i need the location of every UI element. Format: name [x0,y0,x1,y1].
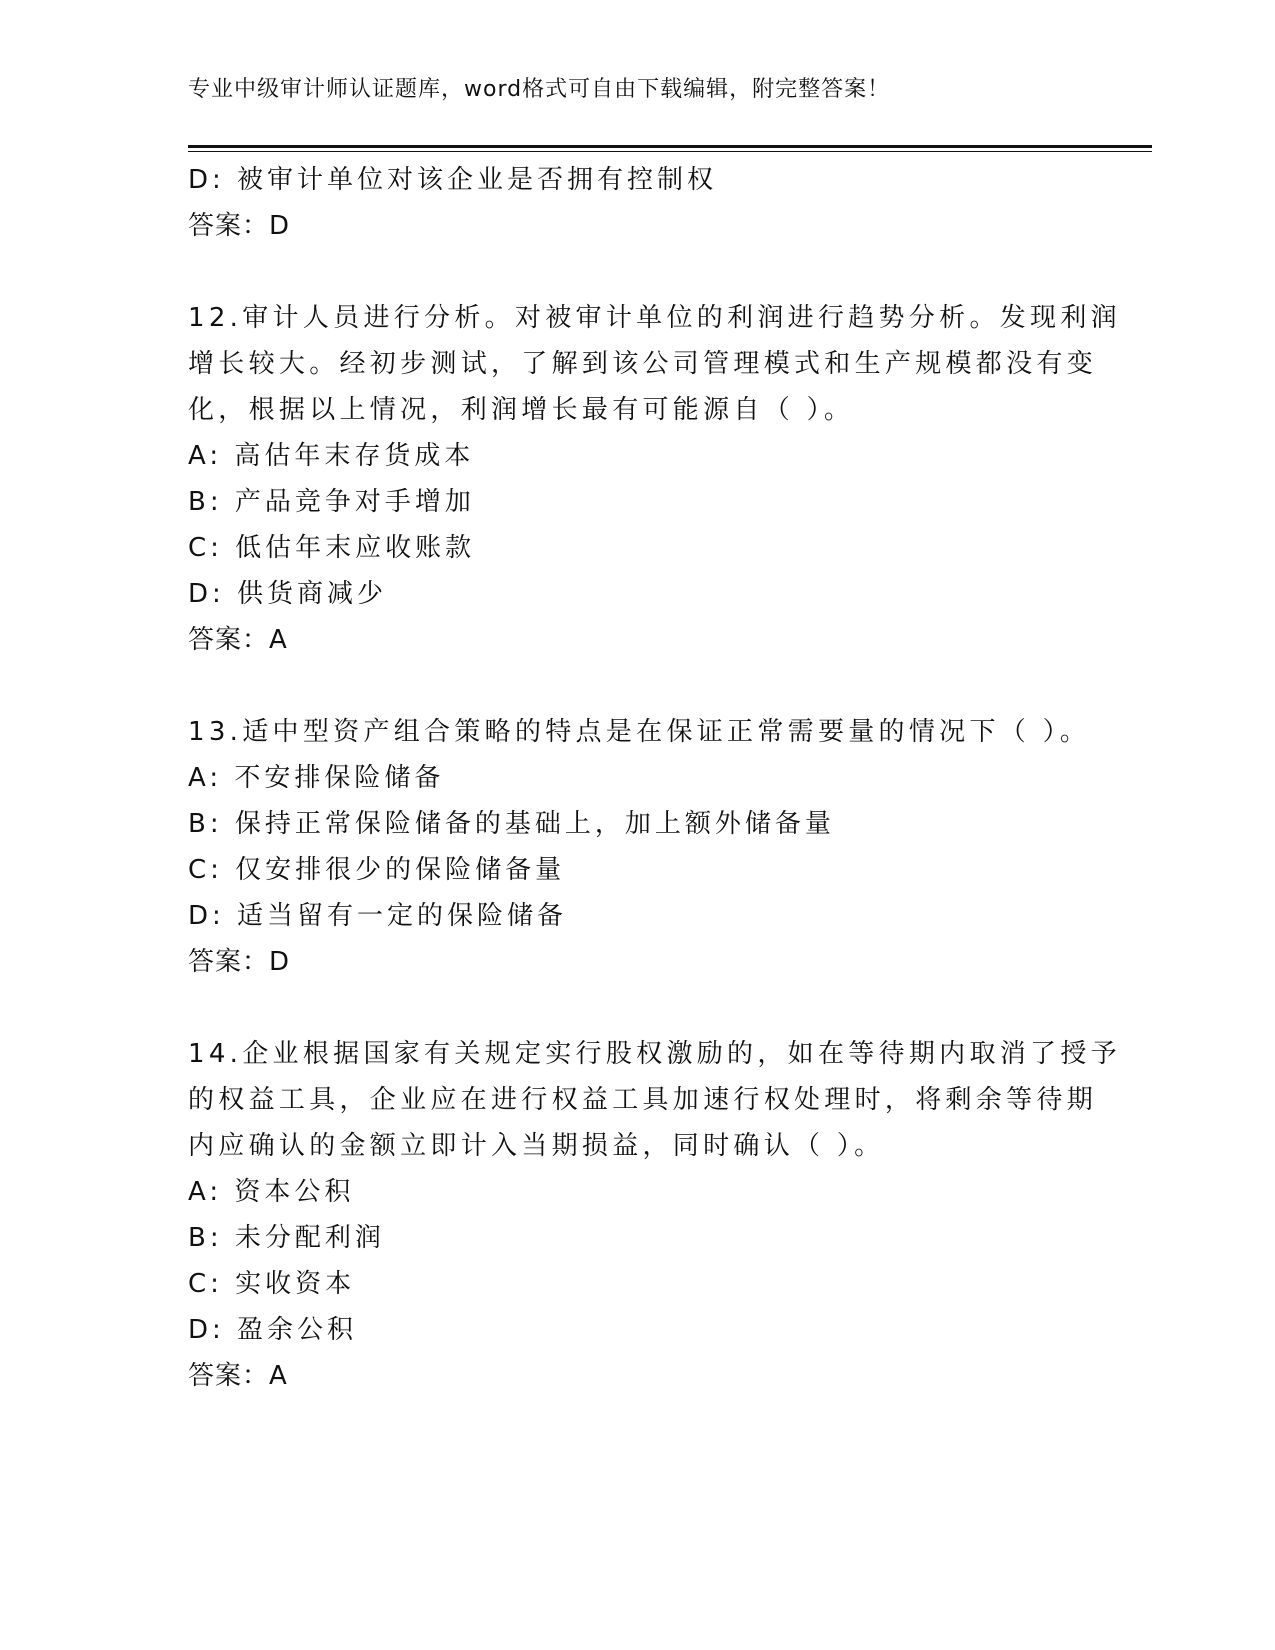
question-stem [188,295,1121,433]
option-d: D: 盈余公积 [188,1315,358,1345]
header-rule-thick [188,145,1152,148]
question-stem [188,1031,1121,1169]
stem-line: 12.审计人员进行分析。对被审计单位的利润进行趋势分析。发现利润 [188,303,1121,333]
option-d: D: 被审计单位对该企业是否拥有控制权 [188,165,718,195]
stem-line: 增长较大。经初步测试，了解到该公司管理模式和生产规模都没有变 [188,349,1098,379]
page-header: 专业中级审计师认证题库，word格式可自由下载编辑，附完整答案！ [188,77,891,102]
answer-line: 答案：A [188,625,288,655]
answer-line: 答案：D [188,947,291,977]
spacer [188,249,1088,295]
question-12 [188,295,1121,663]
stem-line: 化，根据以上情况，利润增长最有可能源自（ ）。 [188,395,855,425]
option-c: C: 实收资本 [188,1269,356,1299]
question-stem [188,709,1091,755]
stem-line: 14.企业根据国家有关规定实行股权激励的，如在等待期内取消了授予 [188,1039,1121,1069]
spacer [188,663,1088,709]
question-13 [188,709,1091,985]
option-b: B: 产品竞争对手增加 [188,487,475,517]
stem-line: 内应确认的金额立即计入当期损益，同时确认（ ）。 [188,1131,885,1161]
option-a: A: 不安排保险储备 [188,763,445,793]
question-content [188,157,1121,1399]
question-14 [188,1031,1121,1399]
spacer [188,985,1088,1031]
option-a: A: 资本公积 [188,1177,355,1207]
option-c: C: 低估年末应收账款 [188,533,476,563]
option-b: B: 保持正常保险储备的基础上，加上额外储备量 [188,809,835,839]
answer-line: 答案：D [188,211,291,241]
answer-line: 答案：A [188,1361,288,1391]
option-d: D: 适当留有一定的保险储备 [188,901,568,931]
option-c: C: 仅安排很少的保险储备量 [188,855,566,885]
stem-line: 13.适中型资产组合策略的特点是在保证正常需要量的情况下（ ）。 [188,717,1091,747]
header-rule-thin [188,151,1152,152]
stem-line: 的权益工具，企业应在进行权益工具加速行权处理时，将剩余等待期 [188,1085,1098,1115]
option-b: B: 未分配利润 [188,1223,385,1253]
option-d: D: 供货商减少 [188,579,388,609]
question-11-continuation [188,157,1088,249]
option-a: A: 高估年末存货成本 [188,441,475,471]
